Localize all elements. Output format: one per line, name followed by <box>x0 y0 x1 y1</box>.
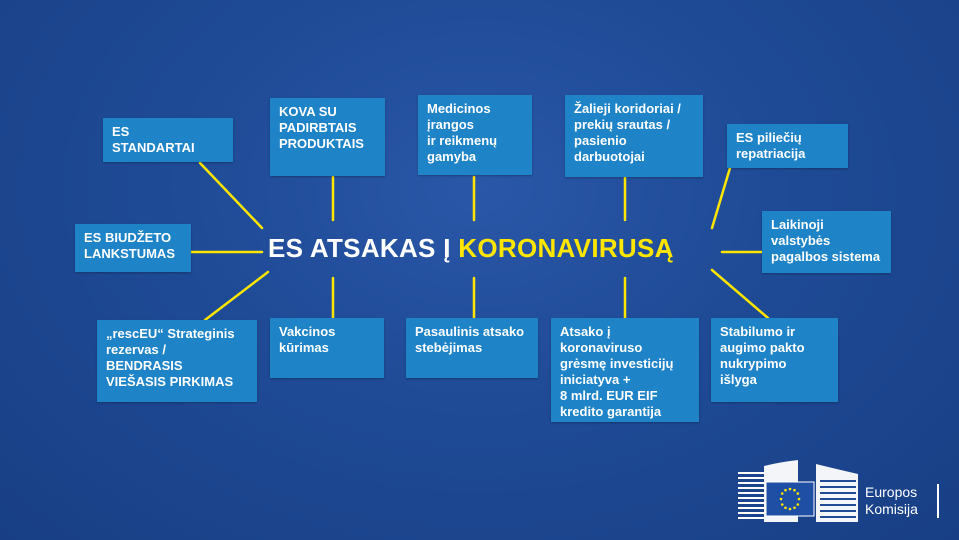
connector-es-standartai <box>200 163 262 228</box>
central-title-part2: KORONAVIRUSĄ <box>458 233 674 263</box>
logo-building-stripes-left <box>738 472 764 519</box>
logo-text-line2: Komisija <box>865 501 918 517</box>
box-kova-su-padirbtais: KOVA SU PADIRBTAIS PRODUKTAIS <box>270 98 385 176</box>
box-laikinoji-valstybes: Laikinoji valstybės pagalbos sistema <box>762 211 891 273</box>
box-zalieji-koridoriai: Žalieji koridoriai / prekių srautas / pasienio darbuotojai <box>565 95 703 177</box>
box-es-standartai: ES STANDARTAI <box>103 118 233 162</box>
logo-eu-flag <box>766 482 814 516</box>
box-es-biudzeto-lankstumas: ES BIUDŽETO LANKSTUMAS <box>75 224 191 272</box>
logo-divider <box>937 484 939 518</box>
connector-es-pilieciu <box>712 168 730 228</box>
box-stabilumo-augimo: Stabilumo ir augimo pakto nukrypimo išlyga <box>711 318 838 402</box>
box-atsako-investiciju: Atsako į koronaviruso grėsmę investicijų iniciatyva + 8 mlrd. EUR EIF kredito garantija <box>551 318 699 422</box>
central-title <box>268 228 720 268</box>
box-pasaulinis-atsako: Pasaulinis atsako stebėjimas <box>406 318 538 378</box>
logo-text-line1: Europos <box>865 484 918 500</box>
central-title-part1: ES ATSAKAS Į <box>268 233 459 263</box>
box-es-pilieciu-repatriacija: ES piliečių repatriacija <box>727 124 848 168</box>
box-rescEU: „rescEU“ Strateginis rezervas / BENDRASIS VIEŠASIS PIRKIMAS <box>97 320 257 402</box>
box-medicinos-irangos: Medicinos įrangos ir reikmenų gamyba <box>418 95 532 175</box>
connector-stabilumo <box>712 270 768 318</box>
box-vakcinos-kurimas: Vakcinos kūrimas <box>270 318 384 378</box>
connector-rescEU <box>205 272 268 320</box>
logo-text <box>865 484 918 518</box>
